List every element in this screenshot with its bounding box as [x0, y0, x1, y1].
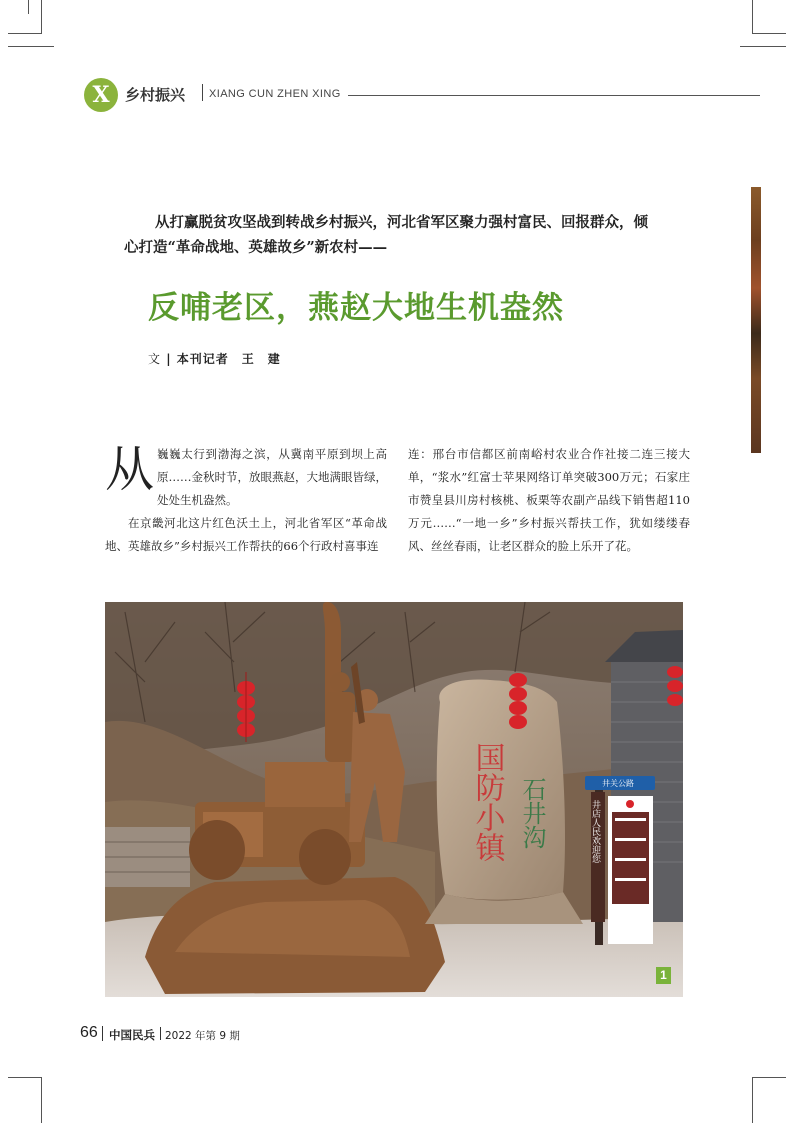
crop-mark: [752, 33, 786, 34]
paragraph-2: 在京畿河北这片红色沃土上，河北省军区“革命战地、英雄故乡”乡村振兴工作帮扶的66个行政村喜事连: [105, 516, 387, 553]
magazine-name: 中国民兵: [109, 1028, 155, 1042]
paragraph-1-text: 巍巍太行到渤海之滨，从冀南平原到坝上高原……金秋时节，放眼燕赵，大地满眼皆绿，处处生机盎然。: [157, 447, 387, 507]
paragraph-1: [105, 443, 387, 512]
rock-inscription-red: 国防小镇: [469, 742, 505, 862]
body-column-left: [105, 443, 387, 558]
crop-mark: [28, 0, 29, 14]
section-badge: X: [84, 78, 118, 112]
issue-label: 2022 年第 9 期: [165, 1030, 240, 1042]
section-pinyin: XIANG CUN ZHEN XING: [209, 88, 341, 100]
photo-number-badge: 1: [656, 967, 671, 984]
crop-mark: [8, 46, 54, 47]
section-title: 乡村振兴: [125, 86, 186, 104]
crop-mark: [752, 0, 753, 34]
header-divider: [202, 84, 203, 101]
sign-arrow-label: 井关公路: [602, 779, 634, 788]
crop-mark: [752, 1077, 753, 1123]
crop-mark: [8, 33, 42, 34]
byline: 文 | 本刊记者 王 建: [148, 352, 281, 366]
article-headline: 反哺老区，燕赵大地生机盎然: [148, 290, 564, 326]
crop-mark: [8, 1077, 42, 1078]
page-number: 66: [80, 1024, 98, 1041]
header-rule: [348, 95, 760, 96]
article-photo: [105, 602, 683, 997]
crop-mark: [41, 0, 42, 34]
paragraph-3: 连：邢台市信都区前南峪村农业合作社接二连三接大单，“浆水”红富士苹果网络订单突破300万元；石家庄市赞皇县川房村核桃、板栗等农副产品线下销售超110万元……“一地一乡”乡村振兴帮扶工作，犹如缕缕春风、丝丝春雨，让老区群众的脸上乐开了花。: [408, 447, 690, 553]
footer-divider: [102, 1026, 103, 1041]
footer-divider-2: [160, 1027, 161, 1040]
crop-mark: [752, 1077, 786, 1078]
body-column-right: [408, 443, 690, 558]
byline-prefix: 文: [148, 352, 162, 366]
article-lede: 从打赢脱贫攻坚战到转战乡村振兴，河北省军区聚力强村富民、回报群众，倾心打造“革命战地、英雄故乡”新农村——: [124, 214, 648, 256]
sign-pole-text: 井店人民欢迎您: [590, 800, 600, 863]
byline-author: 本刊记者 王 建: [176, 352, 281, 366]
drop-cap: 从: [105, 441, 155, 498]
facing-page-photo-edge: [751, 187, 761, 453]
crop-mark: [740, 46, 786, 47]
crop-mark: [41, 1077, 42, 1123]
rock-inscription-green: 石井沟: [518, 777, 546, 849]
